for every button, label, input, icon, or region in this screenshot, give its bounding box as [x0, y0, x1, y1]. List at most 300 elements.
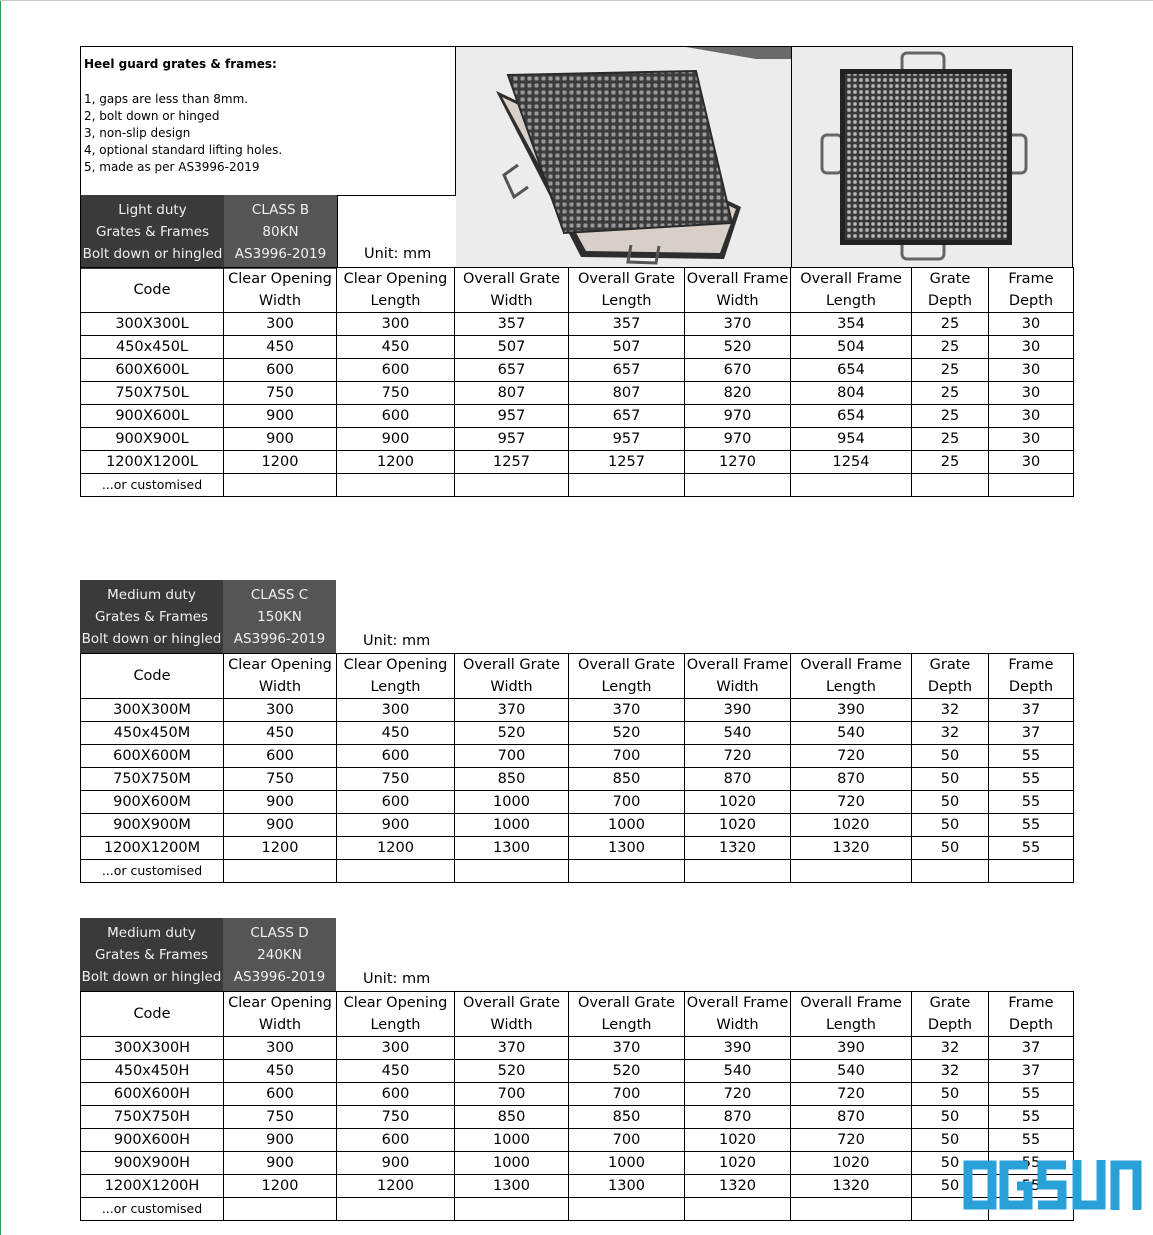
column-header: Overall Frame Width — [685, 268, 791, 313]
table-row — [81, 428, 1074, 451]
value-cell: 50 — [912, 837, 989, 860]
value-cell: 1000 — [455, 1129, 569, 1152]
value-cell: 1000 — [569, 814, 685, 837]
value-cell: 900 — [224, 1152, 337, 1175]
customised-row — [81, 860, 1074, 883]
value-cell: 1320 — [685, 837, 791, 860]
customised-label: ...or customised — [81, 474, 224, 497]
empty-cell — [912, 474, 989, 497]
value-cell: 970 — [685, 405, 791, 428]
empty-cell — [224, 860, 337, 883]
value-cell: 450 — [337, 722, 455, 745]
value-cell: 37 — [989, 699, 1074, 722]
class-line: AS3996-2019 — [233, 969, 326, 985]
duty-description — [81, 195, 224, 269]
value-cell: 750 — [337, 768, 455, 791]
column-header: Overall Frame Length — [791, 268, 912, 313]
value-cell: 900 — [224, 814, 337, 837]
value-cell: 25 — [912, 428, 989, 451]
column-header: Frame Depth — [989, 654, 1074, 699]
value-cell: 50 — [912, 768, 989, 791]
class-line: AS3996-2019 — [234, 246, 327, 262]
value-cell: 700 — [569, 1129, 685, 1152]
empty-cell — [224, 1198, 337, 1221]
value-cell: 50 — [912, 791, 989, 814]
intro-points — [84, 91, 282, 176]
table-header-row — [81, 268, 1074, 313]
value-cell: 900 — [224, 405, 337, 428]
value-cell: 750 — [224, 382, 337, 405]
value-cell: 807 — [569, 382, 685, 405]
table-medium-duty-d — [80, 991, 1073, 1221]
value-cell: 1200 — [337, 1175, 455, 1198]
code-cell: 600X600L — [81, 359, 224, 382]
value-cell: 870 — [685, 1106, 791, 1129]
class-b-label — [81, 195, 337, 269]
value-cell: 600 — [337, 791, 455, 814]
class-c-header — [80, 580, 1073, 654]
value-cell: 820 — [685, 382, 791, 405]
duty-description — [80, 918, 223, 992]
value-cell: 30 — [989, 428, 1074, 451]
column-header: Overall Grate Length — [569, 992, 685, 1037]
code-cell: 900X600L — [81, 405, 224, 428]
intro-point: 3, non-slip design — [84, 126, 191, 140]
value-cell: 55 — [989, 745, 1074, 768]
value-cell: 55 — [989, 1106, 1074, 1129]
table-row — [81, 359, 1074, 382]
value-cell: 37 — [989, 1037, 1074, 1060]
value-cell: 450 — [224, 1060, 337, 1083]
code-cell: 900X600H — [81, 1129, 224, 1152]
value-cell: 50 — [912, 1083, 989, 1106]
value-cell: 55 — [989, 1083, 1074, 1106]
value-cell: 657 — [569, 359, 685, 382]
value-cell: 50 — [912, 1129, 989, 1152]
class-description — [224, 195, 337, 269]
column-header: Overall Frame Length — [791, 654, 912, 699]
table-row — [81, 745, 1074, 768]
class-c-label — [80, 580, 336, 654]
column-header: Overall Grate Length — [569, 268, 685, 313]
duty-line: Light duty — [118, 202, 187, 218]
brand-logo — [962, 1160, 1144, 1210]
value-cell: 900 — [224, 1129, 337, 1152]
intro-point: 5, made as per AS3996-2019 — [84, 160, 260, 174]
value-cell: 37 — [989, 722, 1074, 745]
value-cell: 50 — [912, 745, 989, 768]
value-cell: 1000 — [455, 1152, 569, 1175]
table-row — [81, 768, 1074, 791]
duty-description — [80, 580, 223, 654]
duty-line: Bolt down or hingled — [81, 631, 222, 647]
table-row — [81, 405, 1074, 428]
duty-line: Grates & Frames — [95, 224, 210, 240]
value-cell: 520 — [455, 1060, 569, 1083]
empty-cell — [337, 474, 455, 497]
class-d-label — [80, 918, 336, 992]
value-cell: 300 — [224, 1037, 337, 1060]
value-cell: 900 — [224, 428, 337, 451]
value-cell: 700 — [455, 745, 569, 768]
empty-cell — [455, 474, 569, 497]
column-header: Clear Opening Width — [224, 268, 337, 313]
value-cell: 720 — [791, 745, 912, 768]
duty-line: Grates & Frames — [94, 947, 209, 963]
value-cell: 520 — [455, 722, 569, 745]
duty-line: Grates & Frames — [94, 609, 209, 625]
table-row — [81, 1037, 1074, 1060]
empty-cell — [791, 474, 912, 497]
value-cell: 600 — [224, 1083, 337, 1106]
page-top-border — [0, 0, 1153, 1]
value-cell: 1000 — [569, 1152, 685, 1175]
value-cell: 1320 — [685, 1175, 791, 1198]
value-cell: 600 — [337, 359, 455, 382]
empty-cell — [337, 860, 455, 883]
value-cell: 450 — [224, 336, 337, 359]
table-row — [81, 1152, 1074, 1175]
value-cell: 25 — [912, 313, 989, 336]
value-cell: 25 — [912, 405, 989, 428]
value-cell: 507 — [455, 336, 569, 359]
value-cell: 654 — [791, 359, 912, 382]
empty-cell — [685, 474, 791, 497]
value-cell: 32 — [912, 699, 989, 722]
value-cell: 850 — [455, 1106, 569, 1129]
value-cell: 1254 — [791, 451, 912, 474]
empty-cell — [337, 1198, 455, 1221]
value-cell: 1300 — [455, 837, 569, 860]
value-cell: 720 — [791, 1129, 912, 1152]
code-cell: 750X750H — [81, 1106, 224, 1129]
value-cell: 55 — [989, 837, 1074, 860]
value-cell: 55 — [989, 814, 1074, 837]
class-line: 240KN — [257, 947, 302, 963]
column-header: Clear Opening Length — [337, 992, 455, 1037]
value-cell: 654 — [791, 405, 912, 428]
value-cell: 1000 — [455, 791, 569, 814]
code-cell: 600X600H — [81, 1083, 224, 1106]
value-cell: 30 — [989, 359, 1074, 382]
value-cell: 850 — [569, 768, 685, 791]
value-cell: 55 — [989, 1129, 1074, 1152]
code-cell: 450x450L — [81, 336, 224, 359]
value-cell: 807 — [455, 382, 569, 405]
column-header: Overall Grate Length — [569, 654, 685, 699]
value-cell: 540 — [791, 722, 912, 745]
empty-cell — [569, 474, 685, 497]
grate-top-view-image — [792, 47, 1072, 267]
value-cell: 1000 — [455, 814, 569, 837]
empty-cell — [912, 860, 989, 883]
empty-cell — [569, 1198, 685, 1221]
table-row — [81, 837, 1074, 860]
value-cell: 850 — [569, 1106, 685, 1129]
value-cell: 300 — [224, 313, 337, 336]
table-header-row — [81, 992, 1074, 1037]
value-cell: 30 — [989, 336, 1074, 359]
value-cell: 720 — [791, 1083, 912, 1106]
empty-cell — [989, 860, 1074, 883]
value-cell: 25 — [912, 451, 989, 474]
class-line: 80KN — [262, 224, 299, 240]
column-header: Grate Depth — [912, 268, 989, 313]
value-cell: 1200 — [337, 837, 455, 860]
duty-line: Bolt down or hingled — [82, 246, 223, 262]
value-cell: 600 — [337, 1129, 455, 1152]
value-cell: 25 — [912, 382, 989, 405]
customised-label: ...or customised — [81, 1198, 224, 1221]
value-cell: 540 — [791, 1060, 912, 1083]
value-cell: 657 — [455, 359, 569, 382]
empty-cell — [791, 860, 912, 883]
value-cell: 670 — [685, 359, 791, 382]
value-cell: 720 — [685, 1083, 791, 1106]
column-header: Frame Depth — [989, 992, 1074, 1037]
intro-point: 4, optional standard lifting holes. — [84, 143, 283, 157]
value-cell: 1320 — [791, 1175, 912, 1198]
column-header: Frame Depth — [989, 268, 1074, 313]
value-cell: 1200 — [224, 451, 337, 474]
value-cell: 850 — [455, 768, 569, 791]
value-cell: 1200 — [224, 837, 337, 860]
value-cell: 55 — [989, 791, 1074, 814]
value-cell: 357 — [455, 313, 569, 336]
table-row — [81, 1129, 1074, 1152]
value-cell: 450 — [337, 336, 455, 359]
code-cell: 900X900M — [81, 814, 224, 837]
table-row — [81, 1083, 1074, 1106]
code-cell: 900X900H — [81, 1152, 224, 1175]
value-cell: 1300 — [569, 837, 685, 860]
value-cell: 600 — [224, 745, 337, 768]
column-header: Code — [81, 268, 224, 313]
class-line: CLASS B — [251, 202, 310, 218]
value-cell: 870 — [791, 1106, 912, 1129]
value-cell: 600 — [224, 359, 337, 382]
column-header: Clear Opening Length — [337, 268, 455, 313]
value-cell: 900 — [224, 791, 337, 814]
table-medium-duty-c — [80, 653, 1073, 883]
class-d-header — [80, 918, 1073, 992]
code-cell: 300X300L — [81, 313, 224, 336]
value-cell: 50 — [912, 1152, 989, 1175]
intro-text-cell — [81, 47, 456, 196]
value-cell: 804 — [791, 382, 912, 405]
value-cell: 954 — [791, 428, 912, 451]
value-cell: 370 — [455, 699, 569, 722]
column-header: Overall Frame Width — [685, 992, 791, 1037]
customised-row — [81, 474, 1074, 497]
value-cell: 30 — [989, 313, 1074, 336]
value-cell: 50 — [912, 1175, 989, 1198]
value-cell: 450 — [337, 1060, 455, 1083]
value-cell: 900 — [337, 1152, 455, 1175]
class-description — [223, 580, 336, 654]
value-cell: 540 — [685, 722, 791, 745]
value-cell: 25 — [912, 359, 989, 382]
value-cell: 30 — [989, 382, 1074, 405]
value-cell: 520 — [569, 1060, 685, 1083]
table-row — [81, 1175, 1074, 1198]
table-row — [81, 336, 1074, 359]
unit-label: Unit: mm — [363, 633, 431, 649]
value-cell: 32 — [912, 1037, 989, 1060]
value-cell: 37 — [989, 1060, 1074, 1083]
value-cell: 750 — [224, 768, 337, 791]
value-cell: 504 — [791, 336, 912, 359]
class-line: 150KN — [257, 609, 302, 625]
intro-title: Heel guard grates & frames: — [84, 57, 277, 71]
table-row — [81, 1106, 1074, 1129]
value-cell: 390 — [791, 699, 912, 722]
table-row — [81, 382, 1074, 405]
value-cell: 870 — [685, 768, 791, 791]
code-cell: 750X750M — [81, 768, 224, 791]
value-cell: 357 — [569, 313, 685, 336]
value-cell: 1320 — [791, 837, 912, 860]
empty-cell — [685, 860, 791, 883]
unit-label: Unit: mm — [363, 971, 431, 987]
value-cell: 1270 — [685, 451, 791, 474]
duty-line: Medium duty — [107, 925, 196, 941]
value-cell: 370 — [569, 1037, 685, 1060]
column-header: Grate Depth — [912, 654, 989, 699]
column-header: Overall Frame Length — [791, 992, 912, 1037]
value-cell: 390 — [685, 1037, 791, 1060]
value-cell: 657 — [569, 405, 685, 428]
code-cell: 900X900L — [81, 428, 224, 451]
value-cell: 720 — [791, 791, 912, 814]
value-cell: 370 — [685, 313, 791, 336]
empty-cell — [569, 860, 685, 883]
value-cell: 1300 — [455, 1175, 569, 1198]
empty-cell — [455, 860, 569, 883]
value-cell: 55 — [989, 1152, 1074, 1175]
value-cell: 507 — [569, 336, 685, 359]
value-cell: 750 — [337, 1106, 455, 1129]
spec-table — [80, 653, 1074, 883]
value-cell: 520 — [569, 722, 685, 745]
value-cell: 750 — [224, 1106, 337, 1129]
value-cell: 957 — [455, 428, 569, 451]
empty-cell — [791, 1198, 912, 1221]
column-header: Overall Grate Width — [455, 654, 569, 699]
code-cell: 300X300H — [81, 1037, 224, 1060]
value-cell: 1020 — [685, 1129, 791, 1152]
value-cell: 1200 — [224, 1175, 337, 1198]
value-cell: 1020 — [685, 814, 791, 837]
value-cell: 540 — [685, 1060, 791, 1083]
code-cell: 750X750L — [81, 382, 224, 405]
value-cell: 1300 — [569, 1175, 685, 1198]
value-cell: 700 — [455, 1083, 569, 1106]
value-cell: 450 — [224, 722, 337, 745]
table-row — [81, 791, 1074, 814]
table-row — [81, 814, 1074, 837]
column-header: Overall Frame Width — [685, 654, 791, 699]
value-cell: 55 — [989, 768, 1074, 791]
class-line: CLASS C — [250, 587, 309, 603]
column-header: Code — [81, 992, 224, 1037]
unit-label: Unit: mm — [364, 246, 432, 262]
code-cell: 300X300M — [81, 699, 224, 722]
column-header: Overall Grate Width — [455, 992, 569, 1037]
empty-cell — [685, 1198, 791, 1221]
value-cell: 1020 — [791, 1152, 912, 1175]
value-cell: 700 — [569, 1083, 685, 1106]
duty-line: Medium duty — [107, 587, 196, 603]
value-cell: 50 — [912, 814, 989, 837]
empty-cell — [989, 474, 1074, 497]
customised-label: ...or customised — [81, 860, 224, 883]
table-light-duty — [80, 267, 1073, 497]
value-cell: 30 — [989, 451, 1074, 474]
table-row — [81, 313, 1074, 336]
code-cell: 450x450M — [81, 722, 224, 745]
code-cell: 900X600M — [81, 791, 224, 814]
value-cell: 600 — [337, 405, 455, 428]
code-cell: 600X600M — [81, 745, 224, 768]
class-line: CLASS D — [250, 925, 309, 941]
duty-line: Bolt down or hingled — [81, 969, 222, 985]
value-cell: 600 — [337, 1083, 455, 1106]
value-cell: 720 — [685, 745, 791, 768]
divider — [337, 195, 338, 267]
value-cell: 970 — [685, 428, 791, 451]
value-cell: 900 — [337, 428, 455, 451]
table-row — [81, 1060, 1074, 1083]
intro-point: 1, gaps are less than 8mm. — [84, 92, 249, 106]
code-cell: 1200X1200M — [81, 837, 224, 860]
value-cell: 300 — [337, 1037, 455, 1060]
grate-perspective-image — [456, 47, 792, 267]
value-cell: 390 — [685, 699, 791, 722]
value-cell: 32 — [912, 722, 989, 745]
value-cell: 870 — [791, 768, 912, 791]
page-left-border — [0, 0, 1, 1235]
value-cell: 700 — [569, 791, 685, 814]
value-cell: 32 — [912, 1060, 989, 1083]
value-cell: 700 — [569, 745, 685, 768]
value-cell: 370 — [455, 1037, 569, 1060]
value-cell: 390 — [791, 1037, 912, 1060]
customised-row — [81, 1198, 1074, 1221]
value-cell: 1020 — [791, 814, 912, 837]
value-cell: 1020 — [685, 1152, 791, 1175]
code-cell: 450x450H — [81, 1060, 224, 1083]
table-row — [81, 722, 1074, 745]
column-header: Clear Opening Width — [224, 654, 337, 699]
table-row — [81, 451, 1074, 474]
intro-box — [80, 46, 1073, 268]
spec-table — [80, 267, 1074, 497]
code-cell: 1200X1200L — [81, 451, 224, 474]
value-cell: 600 — [337, 745, 455, 768]
value-cell: 55 — [989, 1175, 1074, 1198]
value-cell: 957 — [569, 428, 685, 451]
value-cell: 520 — [685, 336, 791, 359]
value-cell: 300 — [224, 699, 337, 722]
code-cell: 1200X1200H — [81, 1175, 224, 1198]
table-header-row — [81, 654, 1074, 699]
spec-table — [80, 991, 1074, 1221]
empty-cell — [455, 1198, 569, 1221]
value-cell: 50 — [912, 1106, 989, 1129]
value-cell: 1257 — [569, 451, 685, 474]
table-row — [81, 699, 1074, 722]
